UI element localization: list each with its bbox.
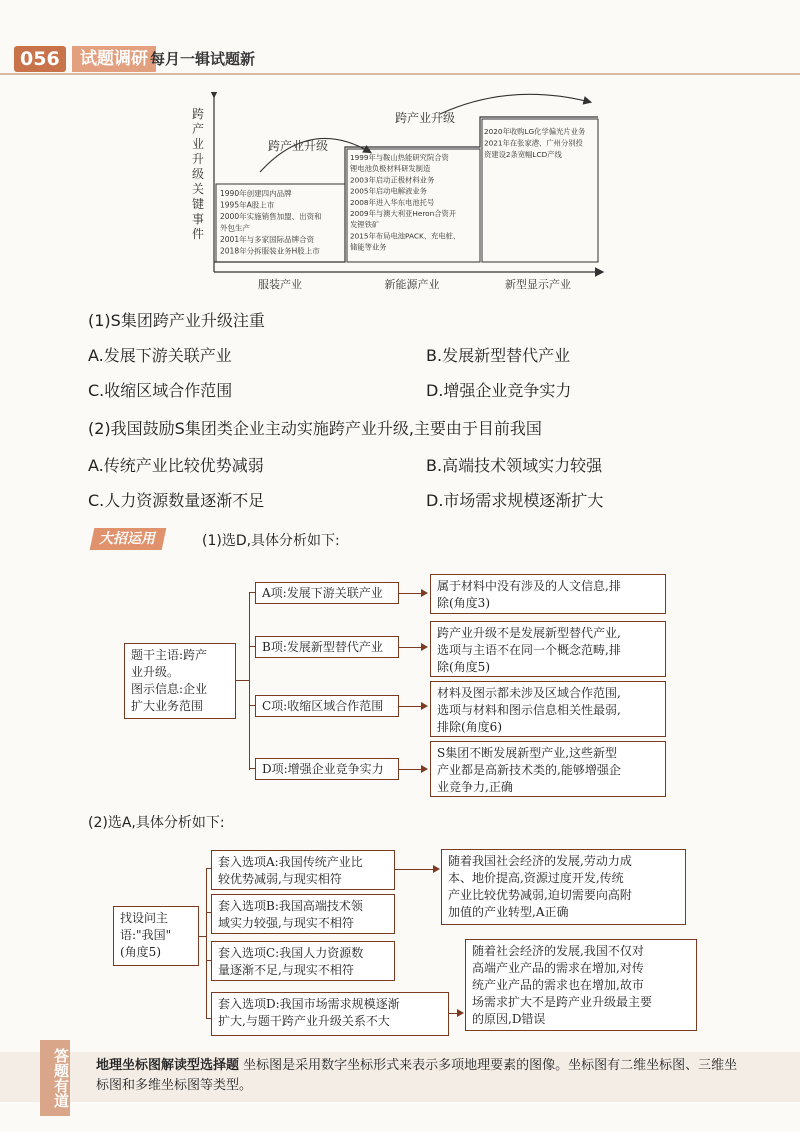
q1-option-c[interactable]: C.收缩区域合作范围 bbox=[88, 381, 233, 400]
analysis2-note-d: 随着社会经济的发展,我国不仅对 高端产业产品的需求在增加,对传 统产业产品的需求也在增加,故市 场需求扩大不是跨产业升级最主要 的原因,D错误 bbox=[465, 939, 697, 1031]
stage1-events bbox=[220, 188, 322, 256]
q1-stem: (1)S集团跨产业升级注重 bbox=[88, 311, 265, 330]
upgrade-arrow-2 bbox=[440, 94, 590, 114]
q2-option-b[interactable]: B.高端技术领域实力较强 bbox=[426, 456, 603, 475]
x-label-new-energy: 新能源产业 bbox=[384, 278, 440, 291]
y-axis-label-char: 事 bbox=[191, 212, 205, 226]
stage1-event: 2018年分拆服装业务H股上市 bbox=[220, 246, 320, 256]
footer-text bbox=[96, 1056, 746, 1096]
stage2-event: 2008年进入华东电池托号 bbox=[350, 197, 435, 207]
analysis2-option-a: 套入选项A:我国传统产业比 较优势减弱,与现实相符 bbox=[211, 850, 395, 890]
analysis2-intro: (2)选A,具体分析如下: bbox=[88, 815, 225, 831]
x-label-apparel: 服装产业 bbox=[258, 278, 302, 291]
header-divider bbox=[0, 73, 800, 75]
stage2-event: 2009年与澳大利亚Heron合资开 bbox=[350, 209, 457, 218]
y-axis-label-char: 关 bbox=[191, 182, 205, 196]
analysis1-note-b: 跨产业升级不是发展新型替代产业, 选项与主语不在同一个概念范畴,排 除(角度5) bbox=[430, 621, 666, 677]
y-axis-label bbox=[192, 107, 204, 241]
x-label-display: 新型显示产业 bbox=[505, 278, 571, 291]
analysis1-option-a: A项:发展下游关联产业 bbox=[255, 582, 399, 604]
y-axis-label-char: 级 bbox=[191, 167, 205, 181]
stage2-events bbox=[350, 153, 460, 252]
upgrade-step-chart bbox=[190, 92, 610, 292]
page-subtitle: 每月一辑试题新 bbox=[150, 50, 256, 68]
y-axis-label-char: 产 bbox=[191, 122, 205, 136]
stage1-event: 1990年创建四内品牌 bbox=[220, 189, 292, 198]
y-axis-label-char: 跨 bbox=[191, 107, 205, 121]
stage1-event: 2001年与多家国际品牌合资 bbox=[220, 235, 315, 244]
stage1-event: 外包生产 bbox=[220, 223, 250, 233]
q2-option-c[interactable]: C.人力资源数量逐渐不足 bbox=[88, 491, 265, 510]
q1-option-b[interactable]: B.发展新型替代产业 bbox=[426, 346, 571, 365]
footer-heading: 地理坐标图解读型选择题 bbox=[96, 1058, 240, 1073]
stage3-event: 2021年在张家港、广州分别投 bbox=[484, 138, 583, 148]
stage3-event: 资建设2条宽幅LCD产线 bbox=[484, 150, 562, 159]
stage3-event: 2020年收购LG化学偏光片业务 bbox=[484, 127, 586, 136]
q1-option-a[interactable]: A.发展下游关联产业 bbox=[88, 346, 232, 365]
analysis2-option-c: 套入选项C:我国人力资源数 量逐渐不足,与现实不相符 bbox=[211, 941, 395, 981]
analysis1-intro: (1)选D,具体分析如下: bbox=[202, 533, 340, 549]
analysis1-note-c: 材料及图示都未涉及区域合作范围, 选项与材料和图示信息相关性最弱, 排除(角度6) bbox=[430, 681, 666, 737]
method-tag: 大招运用 bbox=[90, 528, 167, 550]
q2-option-d[interactable]: D.市场需求规模逐渐扩大 bbox=[426, 491, 604, 510]
page-number: 056 bbox=[14, 46, 66, 72]
stage2-event: 2003年启动正极材料业务 bbox=[350, 175, 435, 185]
stage1-event: 1995年A股上市 bbox=[220, 200, 275, 210]
stage3-events bbox=[484, 127, 586, 159]
y-axis-label-char: 键 bbox=[191, 197, 205, 211]
q2-stem: (2)我国鼓励S集团类企业主动实施跨产业升级,主要由于目前我国 bbox=[88, 419, 542, 438]
analysis1-root: 题干主语:跨产 业升级。 图示信息:企业 扩大业务范围 bbox=[124, 643, 236, 719]
section-title: 试题调研 bbox=[72, 46, 156, 72]
analysis1-note-a: 属于材料中没有涉及的人文信息,排 除(角度3) bbox=[430, 574, 666, 614]
footer-side-label: 答题有道 bbox=[40, 1040, 70, 1116]
footer-body: 坐标图是采用数字坐标形式来表示多项地理要素的图像。坐标图有二维坐标图、三维坐标图和多维坐标图等类型。 bbox=[96, 1058, 738, 1093]
q1-option-d[interactable]: D.增强企业竞争实力 bbox=[426, 381, 572, 400]
stage2-event: 1999年与鞍山热能研究院合资 bbox=[350, 153, 449, 162]
y-axis-label-char: 业 bbox=[191, 137, 205, 151]
stage2-event: 锂电池负极材料研发制造 bbox=[350, 164, 431, 174]
analysis1-note-d: S集团不断发展新型产业,这些新型 产业都是高新技术类的,能够增强企 业竞争力,正确 bbox=[430, 741, 666, 797]
stage2-event: 2015年布局电池PACK、充电桩、 bbox=[350, 231, 461, 241]
y-axis-label-char: 件 bbox=[191, 227, 205, 241]
analysis2-option-d: 套入选项D:我国市场需求规模逐渐 扩大,与题干跨产业升级关系不大 bbox=[211, 992, 449, 1036]
stage2-event: 发锂铁矿 bbox=[350, 220, 380, 230]
y-axis-label-char: 升 bbox=[191, 152, 205, 166]
stage2-event: 储能等业务 bbox=[350, 242, 387, 252]
analysis2-root: 找设问主 语:"我国" (角度5) bbox=[113, 906, 199, 966]
upgrade-label-2: 跨产业升级 bbox=[395, 111, 456, 125]
q2-option-a[interactable]: A.传统产业比较优势减弱 bbox=[88, 456, 264, 475]
stage1-event: 2000年实施销售加盟、出资和 bbox=[220, 212, 322, 221]
upgrade-label-1: 跨产业升级 bbox=[268, 139, 329, 153]
analysis1-option-b: B项:发展新型替代产业 bbox=[255, 636, 399, 658]
analysis1-option-d: D项:增强企业竞争实力 bbox=[255, 758, 399, 780]
analysis2-option-b: 套入选项B:我国高端技术领 域实力较强,与现实不相符 bbox=[211, 894, 395, 934]
analysis2-note-a: 随着我国社会经济的发展,劳动力成 本、地价提高,资源过度开发,传统 产业比较优势减弱,迫切需要向高附 加值的产业转型,A正确 bbox=[441, 849, 686, 925]
analysis1-option-c: C项:收缩区域合作范围 bbox=[255, 695, 399, 717]
stage2-event: 2005年启动电解液业务 bbox=[350, 186, 427, 196]
